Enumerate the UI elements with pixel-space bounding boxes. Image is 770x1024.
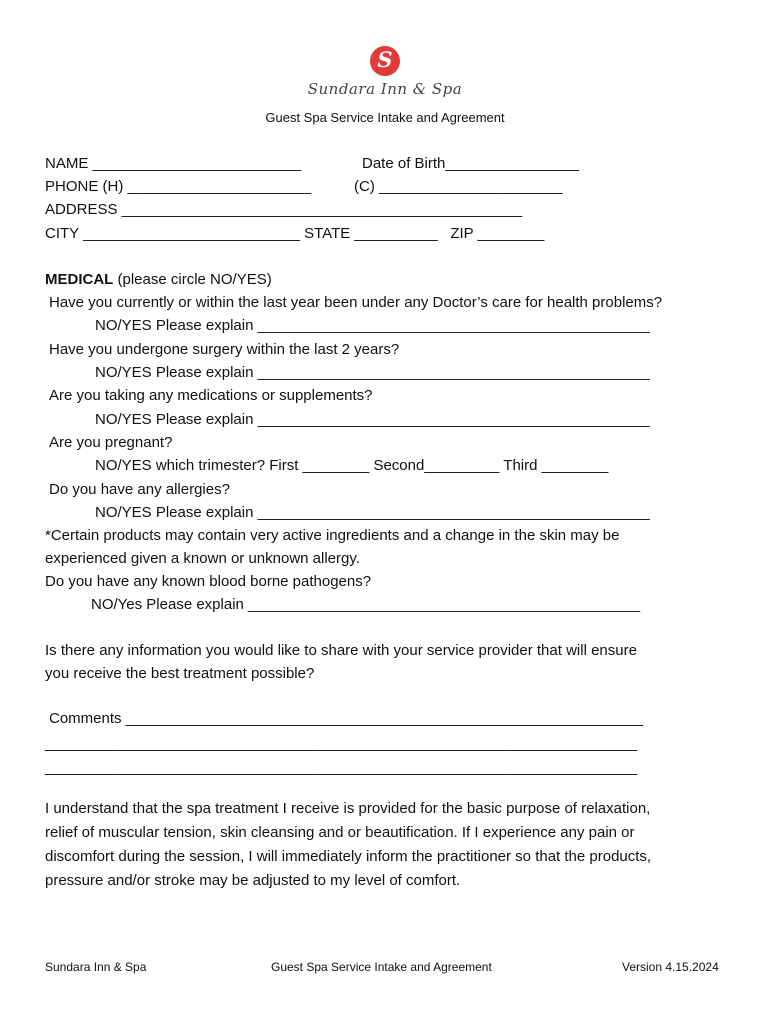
- agreement-line1: I understand that the spa treatment I receive is provided for the basic purpose of relaxation,: [45, 800, 651, 817]
- footer-version: Version 4.15.2024: [622, 960, 719, 974]
- question-doctor-care: Have you currently or within the last year been under any Doctor’s care for health problems?: [49, 294, 663, 311]
- logo: [300, 46, 470, 98]
- logo-text: Sundara Inn & Spa: [307, 80, 463, 98]
- share-info-line1: Is there any information you would like to share with your service provider that will ensure: [45, 642, 637, 659]
- medical-heading-note: (please circle NO/YES): [113, 271, 272, 288]
- document-title: Guest Spa Service Intake and Agreement: [265, 110, 505, 125]
- answer-doctor-care[interactable]: NO/YES Please explain _______________________________________________: [95, 317, 650, 334]
- allergy-note-line1: *Certain products may contain very active ingredients and a change in the skin may be: [45, 527, 620, 544]
- medical-heading: [45, 270, 272, 290]
- cell-phone-field[interactable]: (C) ______________________: [354, 178, 563, 195]
- agreement-line2: relief of muscular tension, skin cleansing and or beautification. If I experience any pain or: [45, 824, 635, 841]
- address-field[interactable]: ADDRESS ________________________________________________: [45, 201, 523, 218]
- comments-field-line2[interactable]: _______________________________________________________________________: [45, 735, 638, 752]
- comments-field-line1[interactable]: Comments ______________________________________________________________: [49, 710, 643, 727]
- footer-left: Sundara Inn & Spa: [45, 960, 147, 974]
- agreement-line4: pressure and/or stroke may be adjusted to my level of comfort.: [45, 872, 461, 889]
- question-pathogens: Do you have any known blood borne pathogens?: [45, 573, 372, 590]
- question-surgery: Have you undergone surgery within the last 2 years?: [49, 341, 400, 358]
- question-allergies: Do you have any allergies?: [49, 481, 230, 498]
- question-pregnant: Are you pregnant?: [49, 434, 173, 451]
- allergy-note-line2: experienced given a known or unknown allergy.: [45, 550, 360, 567]
- answer-medications[interactable]: NO/YES Please explain _______________________________________________: [95, 411, 650, 428]
- comments-field-line3[interactable]: _______________________________________________________________________: [45, 759, 638, 776]
- agreement-line3: discomfort during the session, I will immediately inform the practitioner so that the products,: [45, 848, 652, 865]
- home-phone-field[interactable]: PHONE (H) ______________________: [45, 178, 312, 195]
- logo-mark-icon: S: [370, 46, 400, 76]
- answer-pathogens[interactable]: NO/Yes Please explain _______________________________________________: [91, 596, 641, 613]
- answer-surgery[interactable]: NO/YES Please explain _______________________________________________: [95, 364, 650, 381]
- answer-allergies[interactable]: NO/YES Please explain _______________________________________________: [95, 504, 650, 521]
- date-of-birth-field[interactable]: Date of Birth________________: [362, 155, 579, 172]
- answer-pregnant[interactable]: NO/YES which trimester? First ________ Second_________ Third ________: [95, 457, 609, 474]
- footer-center: Guest Spa Service Intake and Agreement: [271, 960, 492, 974]
- city-state-zip-field[interactable]: CITY __________________________ STATE __________ ZIP ________: [45, 225, 545, 242]
- question-medications: Are you taking any medications or supplements?: [49, 387, 373, 404]
- name-field[interactable]: NAME _________________________: [45, 155, 302, 172]
- share-info-line2: you receive the best treatment possible?: [45, 665, 315, 682]
- medical-heading-bold: MEDICAL: [45, 271, 114, 288]
